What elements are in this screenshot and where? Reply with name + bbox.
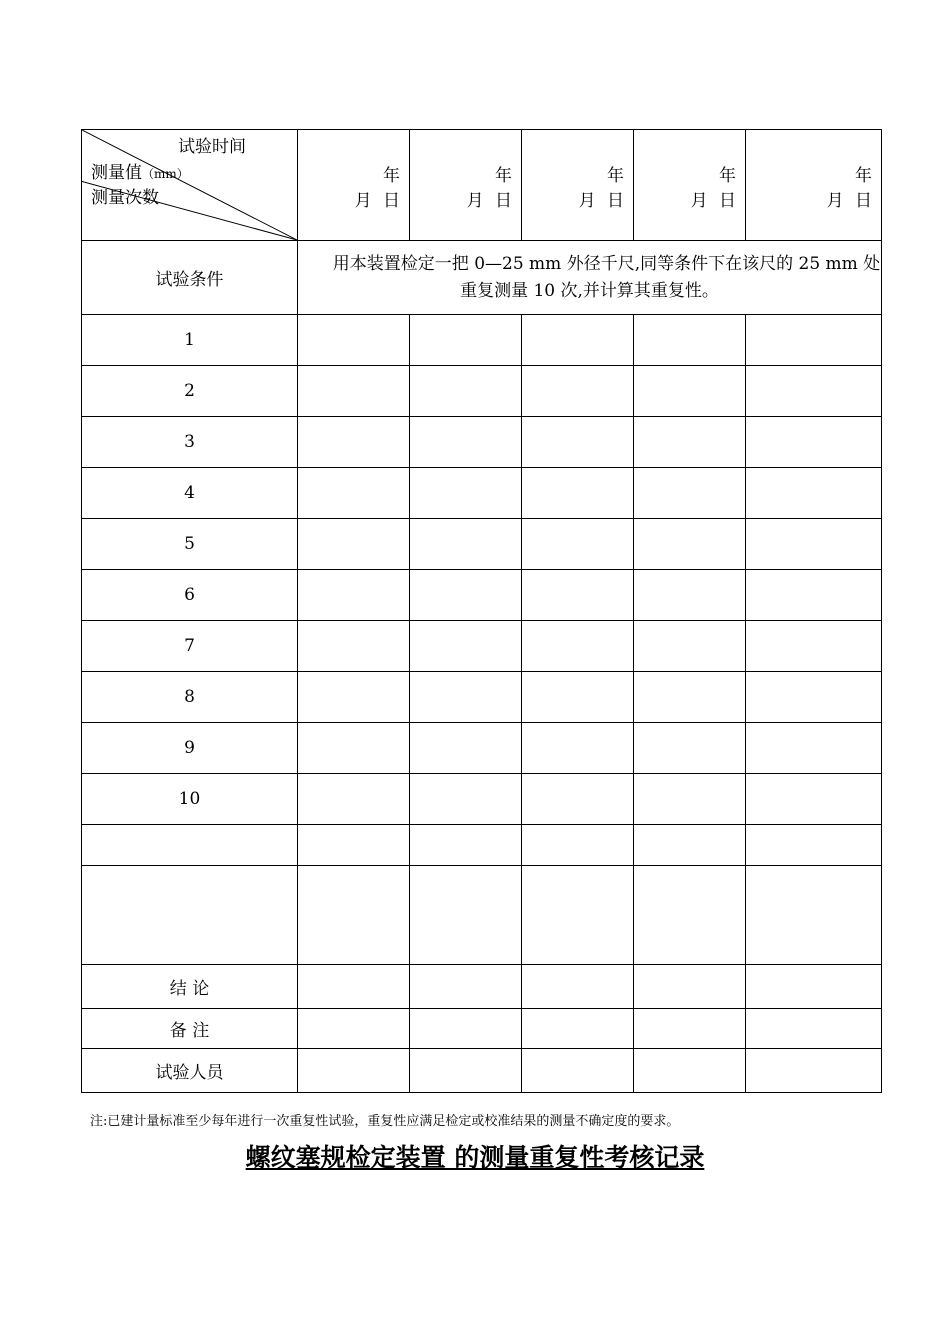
- measurement-value-cell[interactable]: [298, 723, 410, 774]
- measurement-value-cell[interactable]: [746, 570, 882, 621]
- remark-cell[interactable]: [298, 1009, 410, 1049]
- measurement-value-cell[interactable]: [634, 774, 746, 825]
- measurement-value-cell[interactable]: [746, 774, 882, 825]
- personnel-cell[interactable]: [410, 1049, 522, 1093]
- conclusion-cell[interactable]: [410, 965, 522, 1009]
- measurement-value-cell[interactable]: [298, 570, 410, 621]
- year-label: 年: [383, 166, 400, 186]
- measurement-index: 5: [82, 519, 298, 570]
- unit-label: （mm）: [142, 167, 189, 181]
- measurement-value-cell[interactable]: [298, 366, 410, 417]
- measurement-value-cell[interactable]: [634, 621, 746, 672]
- measurement-row: [82, 774, 882, 825]
- measurement-value-cell[interactable]: [746, 417, 882, 468]
- blank-cell[interactable]: [410, 866, 522, 965]
- repeatability-record-table: [81, 129, 882, 1093]
- measurement-value-cell[interactable]: [634, 417, 746, 468]
- measurement-index: 7: [82, 621, 298, 672]
- remark-label: 备 注: [82, 1009, 298, 1049]
- measurement-index: 3: [82, 417, 298, 468]
- month-day-label: 月 日: [578, 191, 624, 211]
- measurement-row: [82, 519, 882, 570]
- footnote: 注:已建计量标准至少每年进行一次重复性试验，重复性应满足检定或校准结果的测量不确定度的要求。: [90, 1114, 680, 1129]
- measurement-index: 6: [82, 570, 298, 621]
- blank-row-tall: [82, 866, 882, 965]
- measurement-value-cell[interactable]: [746, 366, 882, 417]
- measurement-count-label: 测量次数: [91, 188, 159, 208]
- remark-row: [82, 1009, 882, 1049]
- measurement-value-cell[interactable]: [522, 621, 634, 672]
- measurement-value-cell[interactable]: [298, 774, 410, 825]
- measurement-rows: [82, 315, 882, 825]
- measurement-value-cell[interactable]: [634, 723, 746, 774]
- condition-text: 用本装置检定一把 0—25 mm 外径千尺,同等条件下在该尺的 25 mm 处重复测量 10 次,并计算其重复性。: [298, 241, 882, 315]
- measurement-value-cell[interactable]: [522, 672, 634, 723]
- measurement-value-cell[interactable]: [522, 570, 634, 621]
- measurement-value-cell[interactable]: [522, 774, 634, 825]
- measurement-value-cell[interactable]: [410, 519, 522, 570]
- blank-cell[interactable]: [634, 825, 746, 866]
- year-label: 年: [607, 166, 624, 186]
- measurement-value-cell[interactable]: [522, 723, 634, 774]
- measurement-value-cell[interactable]: [298, 315, 410, 366]
- measurement-value-cell[interactable]: [634, 672, 746, 723]
- measurement-value-cell[interactable]: [298, 519, 410, 570]
- measurement-value-cell[interactable]: [746, 468, 882, 519]
- month-day-label: 月 日: [354, 191, 400, 211]
- measurement-row: [82, 366, 882, 417]
- measurement-value-cell[interactable]: [298, 672, 410, 723]
- measurement-value-cell[interactable]: [634, 519, 746, 570]
- measurement-index: 10: [82, 774, 298, 825]
- blank-row: [82, 825, 882, 866]
- measurement-value-cell[interactable]: [634, 315, 746, 366]
- measurement-value-cell[interactable]: [522, 366, 634, 417]
- month-day-label: 月 日: [466, 191, 512, 211]
- date-cell-2[interactable]: [410, 130, 522, 241]
- diagonal-header-cell: [82, 130, 298, 241]
- measurement-row: [82, 621, 882, 672]
- measurement-value-cell[interactable]: [410, 672, 522, 723]
- blank-cell[interactable]: [522, 825, 634, 866]
- blank-label-cell: [82, 866, 298, 965]
- measurement-value-cell[interactable]: [522, 519, 634, 570]
- remark-cell[interactable]: [522, 1009, 634, 1049]
- measurement-value-cell[interactable]: [298, 468, 410, 519]
- measurement-row: [82, 570, 882, 621]
- date-cell-1[interactable]: [298, 130, 410, 241]
- personnel-cell[interactable]: [298, 1049, 410, 1093]
- measurement-value-cell[interactable]: [410, 366, 522, 417]
- blank-cell[interactable]: [746, 866, 882, 965]
- remark-cell[interactable]: [746, 1009, 882, 1049]
- measurement-value-cell[interactable]: [746, 315, 882, 366]
- blank-cell[interactable]: [522, 866, 634, 965]
- blank-cell[interactable]: [634, 866, 746, 965]
- measured-value-label: 测量值（mm）: [91, 163, 189, 183]
- document-title: 螺纹塞规检定装置 的测量重复性考核记录: [245, 1143, 705, 1172]
- remark-cell[interactable]: [634, 1009, 746, 1049]
- test-time-label: 试验时间: [178, 137, 246, 157]
- condition-row: [82, 241, 882, 315]
- measurement-value-cell[interactable]: [410, 774, 522, 825]
- date-cell-5[interactable]: [746, 130, 882, 241]
- measurement-value-cell[interactable]: [410, 315, 522, 366]
- date-cell-3[interactable]: [522, 130, 634, 241]
- measurement-value-cell[interactable]: [746, 672, 882, 723]
- personnel-cell[interactable]: [746, 1049, 882, 1093]
- measurement-value-cell[interactable]: [410, 723, 522, 774]
- measurement-value-cell[interactable]: [410, 570, 522, 621]
- personnel-row: [82, 1049, 882, 1093]
- header-row: [82, 130, 882, 241]
- measurement-value-cell[interactable]: [298, 621, 410, 672]
- measurement-value-cell[interactable]: [522, 468, 634, 519]
- measurement-value-cell[interactable]: [746, 519, 882, 570]
- date-cell-4[interactable]: [634, 130, 746, 241]
- blank-cell[interactable]: [410, 825, 522, 866]
- year-label: 年: [719, 166, 736, 186]
- measurement-row: [82, 672, 882, 723]
- measurement-index: 8: [82, 672, 298, 723]
- measurement-value-cell[interactable]: [410, 621, 522, 672]
- month-day-label: 月 日: [690, 191, 736, 211]
- conclusion-row: [82, 965, 882, 1009]
- measurement-value-cell[interactable]: [522, 417, 634, 468]
- measurement-value-cell[interactable]: [634, 468, 746, 519]
- conclusion-cell[interactable]: [522, 965, 634, 1009]
- measurement-value-cell[interactable]: [634, 366, 746, 417]
- measurement-row: [82, 417, 882, 468]
- measurement-row: [82, 468, 882, 519]
- personnel-cell[interactable]: [634, 1049, 746, 1093]
- year-label: 年: [855, 166, 872, 186]
- blank-cell[interactable]: [298, 866, 410, 965]
- condition-label: 试验条件: [82, 241, 298, 315]
- measurement-index: 2: [82, 366, 298, 417]
- measurement-value-cell[interactable]: [522, 315, 634, 366]
- measurement-index: 4: [82, 468, 298, 519]
- measurement-value-cell[interactable]: [634, 570, 746, 621]
- measurement-index: 9: [82, 723, 298, 774]
- measurement-value-cell[interactable]: [410, 417, 522, 468]
- personnel-label: 试验人员: [82, 1049, 298, 1093]
- month-day-label: 月 日: [826, 191, 872, 211]
- year-label: 年: [495, 166, 512, 186]
- blank-cell[interactable]: [746, 825, 882, 866]
- conclusion-cell[interactable]: [746, 965, 882, 1009]
- measurement-index: 1: [82, 315, 298, 366]
- measurement-value-cell[interactable]: [746, 621, 882, 672]
- measurement-row: [82, 723, 882, 774]
- measurement-value-cell[interactable]: [746, 723, 882, 774]
- blank-cell[interactable]: [298, 825, 410, 866]
- measurement-value-cell[interactable]: [298, 417, 410, 468]
- remark-cell[interactable]: [410, 1009, 522, 1049]
- measurement-row: [82, 315, 882, 366]
- personnel-cell[interactable]: [522, 1049, 634, 1093]
- conclusion-cell[interactable]: [634, 965, 746, 1009]
- conclusion-cell[interactable]: [298, 965, 410, 1009]
- blank-label-cell: [82, 825, 298, 866]
- conclusion-label: 结 论: [82, 965, 298, 1009]
- measurement-value-cell[interactable]: [410, 468, 522, 519]
